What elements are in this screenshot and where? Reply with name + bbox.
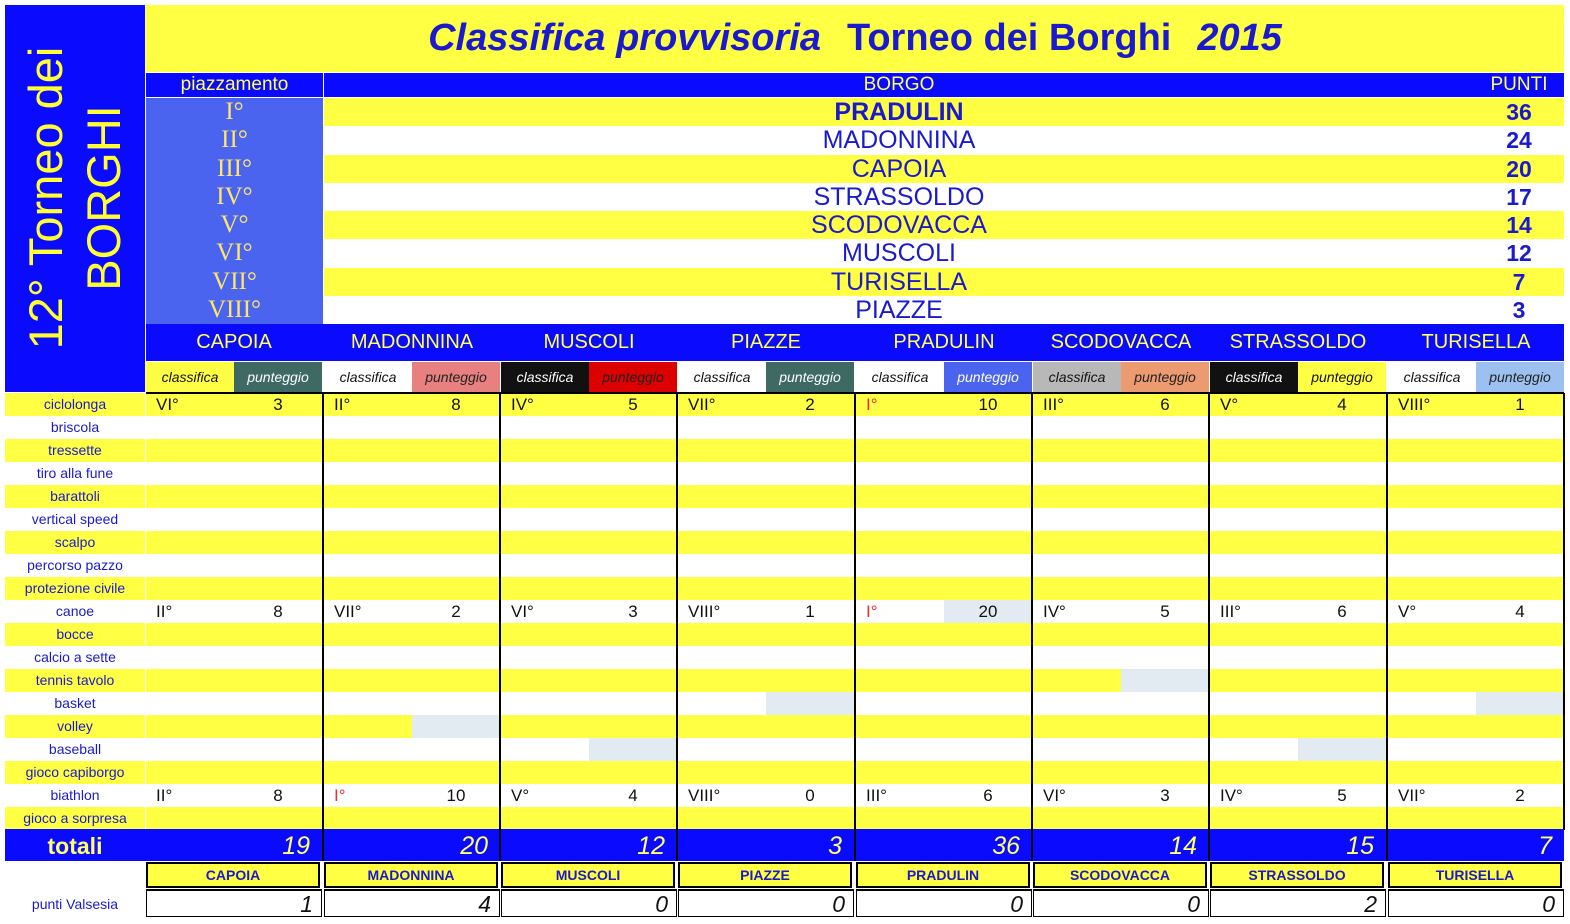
valsesia-value: 0 — [678, 889, 854, 917]
classifica-subheader: classifica — [1033, 362, 1121, 392]
event-label: volley — [5, 715, 145, 738]
total-value: 14 — [1169, 832, 1197, 860]
borgo-column-header: MADONNINA — [324, 324, 500, 361]
punteggio-cell: 5 — [1160, 602, 1170, 621]
column-divider — [676, 393, 678, 830]
standing-rank: VI° — [146, 239, 323, 267]
borgo-footer-name: SCODOVACCA — [1033, 862, 1207, 888]
classifica-subheader: classifica — [678, 362, 766, 392]
punteggio-cell: 2 — [1515, 786, 1525, 805]
classifica-cell: VII° — [334, 602, 362, 621]
event-label: basket — [5, 692, 145, 715]
shaded-cell — [589, 738, 677, 761]
standing-rank: V° — [146, 211, 323, 239]
header-rank: piazzamento — [146, 73, 323, 97]
borgo-column-header: TURISELLA — [1388, 324, 1564, 361]
classifica-cell: II° — [156, 786, 173, 805]
title-part2: Torneo dei Borghi — [846, 17, 1172, 59]
borgo-column-header: CAPOIA — [146, 324, 322, 361]
punteggio-subheader: punteggio — [234, 362, 322, 392]
column-divider — [1031, 393, 1033, 830]
title-year: 2015 — [1197, 17, 1282, 59]
shaded-cell — [1298, 738, 1386, 761]
column-divider — [1031, 829, 1033, 861]
shaded-cell — [1476, 692, 1564, 715]
column-divider — [499, 829, 501, 861]
event-label: ciclolonga — [5, 393, 145, 416]
classifica-cell: III° — [866, 786, 887, 805]
valsesia-value: 4 — [324, 889, 500, 917]
valsesia-value: 2 — [1210, 889, 1386, 917]
side-title-line1: 12° Torneo dei — [19, 46, 72, 350]
standing-punti: 3 — [1474, 296, 1564, 324]
punteggio-cell: 3 — [1160, 786, 1170, 805]
classifica-cell: II° — [156, 602, 173, 621]
event-label: briscola — [5, 416, 145, 439]
event-label: vertical speed — [5, 508, 145, 531]
borgo-column-header: PIAZZE — [678, 324, 854, 361]
shaded-cell — [1121, 669, 1209, 692]
classifica-cell: III° — [1220, 602, 1241, 621]
standing-borgo: PIAZZE — [324, 296, 1474, 324]
borgo-column-header: STRASSOLDO — [1210, 324, 1386, 361]
punteggio-subheader: punteggio — [1476, 362, 1564, 392]
valsesia-label: punti Valsesia — [31, 896, 119, 912]
punteggio-subheader: punteggio — [1298, 362, 1386, 392]
table-right-border — [1563, 393, 1565, 830]
table-top-border — [146, 392, 1564, 394]
punteggio-cell: 10 — [978, 395, 998, 414]
event-label: tiro alla fune — [5, 462, 145, 485]
standing-punti: 14 — [1474, 211, 1564, 239]
classifica-subheader: classifica — [501, 362, 589, 392]
column-divider — [1208, 829, 1210, 861]
side-title-line2: BORGHI — [77, 105, 130, 291]
standing-punti: 24 — [1474, 126, 1564, 154]
borgo-footer-name: PRADULIN — [856, 862, 1030, 888]
classifica-subheader: classifica — [1210, 362, 1298, 392]
classifica-cell: VIII° — [1398, 395, 1431, 414]
classifica-cell: VII° — [1398, 786, 1426, 805]
standing-borgo: MADONNINA — [324, 126, 1474, 154]
punteggio-subheader: punteggio — [412, 362, 500, 392]
punteggio-subheader: punteggio — [589, 362, 677, 392]
column-divider — [676, 829, 678, 861]
total-value: 20 — [460, 832, 488, 860]
column-divider — [854, 829, 856, 861]
column-divider — [1386, 829, 1388, 861]
classifica-cell: VIII° — [688, 786, 721, 805]
punteggio-cell: 1 — [805, 602, 815, 621]
valsesia-value: 0 — [1033, 889, 1209, 917]
standing-rank: II° — [146, 126, 323, 154]
punteggio-subheader: punteggio — [944, 362, 1032, 392]
borgo-footer-name: STRASSOLDO — [1210, 862, 1384, 888]
total-value: 19 — [282, 832, 310, 860]
classifica-cell: VI° — [1043, 786, 1066, 805]
classifica-cell: III° — [1043, 395, 1064, 414]
punteggio-subheader: punteggio — [766, 362, 854, 392]
punteggio-cell: 8 — [451, 395, 461, 414]
punteggio-cell: 6 — [983, 786, 993, 805]
event-label: baseball — [5, 738, 145, 761]
event-label: tennis tavolo — [5, 669, 145, 692]
total-value: 3 — [828, 832, 842, 860]
column-divider — [854, 393, 856, 830]
valsesia-value: 0 — [1388, 889, 1564, 917]
total-value: 36 — [992, 832, 1020, 860]
valsesia-value: 0 — [501, 889, 677, 917]
punteggio-cell: 4 — [628, 786, 638, 805]
title-part1: Classifica provvisoria — [428, 17, 821, 59]
page-title — [146, 5, 1564, 72]
punteggio-cell: 6 — [1160, 395, 1170, 414]
column-divider — [322, 393, 324, 830]
classifica-cell: VII° — [688, 395, 716, 414]
event-label: scalpo — [5, 531, 145, 554]
total-value: 12 — [637, 832, 665, 860]
borgo-column-header: SCODOVACCA — [1033, 324, 1209, 361]
classifica-cell: II° — [334, 395, 351, 414]
totals-label: totali — [47, 833, 103, 859]
standing-punti: 12 — [1474, 239, 1564, 267]
total-value: 7 — [1538, 832, 1552, 860]
borgo-column-header: MUSCOLI — [501, 324, 677, 361]
standing-borgo: TURISELLA — [324, 268, 1474, 296]
standing-rank: VIII° — [146, 296, 323, 324]
borgo-footer-name: PIAZZE — [678, 862, 852, 888]
punteggio-cell: 8 — [273, 786, 283, 805]
classifica-cell: IV° — [1220, 786, 1243, 805]
classifica-subheader: classifica — [146, 362, 234, 392]
event-label: canoe — [5, 600, 145, 623]
standing-rank: I° — [146, 98, 323, 126]
standing-borgo: STRASSOLDO — [324, 183, 1474, 211]
standing-borgo: CAPOIA — [324, 155, 1474, 183]
punteggio-cell: 20 — [978, 602, 998, 621]
column-divider — [1208, 393, 1210, 830]
header-punti: PUNTI — [1474, 73, 1564, 97]
punteggio-cell: 4 — [1337, 395, 1347, 414]
standing-rank: VII° — [146, 268, 323, 296]
punteggio-cell: 3 — [628, 602, 638, 621]
classifica-cell: V° — [511, 786, 530, 805]
event-label: percorso pazzo — [5, 554, 145, 577]
punteggio-cell: 10 — [446, 786, 466, 805]
punteggio-cell: 3 — [273, 395, 283, 414]
punteggio-subheader: punteggio — [1121, 362, 1209, 392]
classifica-cell: IV° — [1043, 602, 1066, 621]
column-divider — [499, 393, 501, 830]
classifica-cell: VI° — [511, 602, 534, 621]
shaded-cell — [766, 692, 854, 715]
event-label: tressette — [5, 439, 145, 462]
classifica-cell: VI° — [156, 395, 179, 414]
borgo-footer-name: CAPOIA — [146, 862, 320, 888]
punteggio-cell: 1 — [1515, 395, 1525, 414]
standing-punti: 17 — [1474, 183, 1564, 211]
event-label: calcio a sette — [5, 646, 145, 669]
punteggio-cell: 2 — [805, 395, 815, 414]
classifica-cell: I° — [866, 602, 878, 621]
event-label: biathlon — [5, 784, 145, 807]
standing-rank: IV° — [146, 183, 323, 211]
punteggio-cell: 5 — [1337, 786, 1347, 805]
standing-borgo: SCODOVACCA — [324, 211, 1474, 239]
classifica-cell: I° — [866, 395, 878, 414]
total-value: 15 — [1346, 832, 1374, 860]
punteggio-cell: 4 — [1515, 602, 1525, 621]
classifica-cell: I° — [334, 786, 346, 805]
punteggio-cell: 5 — [628, 395, 638, 414]
classifica-subheader: classifica — [1388, 362, 1476, 392]
standing-punti: 20 — [1474, 155, 1564, 183]
classifica-subheader: classifica — [324, 362, 412, 392]
standing-borgo: PRADULIN — [324, 98, 1474, 126]
column-divider — [322, 829, 324, 861]
classifica-cell: VIII° — [688, 602, 721, 621]
column-divider — [1386, 393, 1388, 830]
event-label: barattoli — [5, 485, 145, 508]
shaded-cell — [412, 715, 500, 738]
event-label: gioco a sorpresa — [5, 807, 145, 830]
event-label: protezione civile — [5, 577, 145, 600]
event-label: gioco capiborgo — [5, 761, 145, 784]
borgo-footer-name: MADONNINA — [324, 862, 498, 888]
standing-rank: III° — [146, 155, 323, 183]
punteggio-cell: 0 — [805, 786, 815, 805]
borgo-footer-name: MUSCOLI — [501, 862, 675, 888]
borgo-footer-name: TURISELLA — [1388, 862, 1562, 888]
punteggio-cell: 6 — [1337, 602, 1347, 621]
side-title-panel — [5, 5, 145, 392]
standing-punti: 7 — [1474, 268, 1564, 296]
standing-borgo: MUSCOLI — [324, 239, 1474, 267]
event-label: bocce — [5, 623, 145, 646]
valsesia-value: 1 — [146, 889, 322, 917]
punteggio-cell: 8 — [273, 602, 283, 621]
borgo-column-header: PRADULIN — [856, 324, 1032, 361]
valsesia-value: 0 — [856, 889, 1032, 917]
punteggio-cell: 2 — [451, 602, 461, 621]
classifica-cell: IV° — [511, 395, 534, 414]
classifica-subheader: classifica — [856, 362, 944, 392]
classifica-cell: V° — [1220, 395, 1239, 414]
header-borgo: BORGO — [324, 73, 1474, 97]
classifica-cell: V° — [1398, 602, 1417, 621]
standing-punti: 36 — [1474, 98, 1564, 126]
